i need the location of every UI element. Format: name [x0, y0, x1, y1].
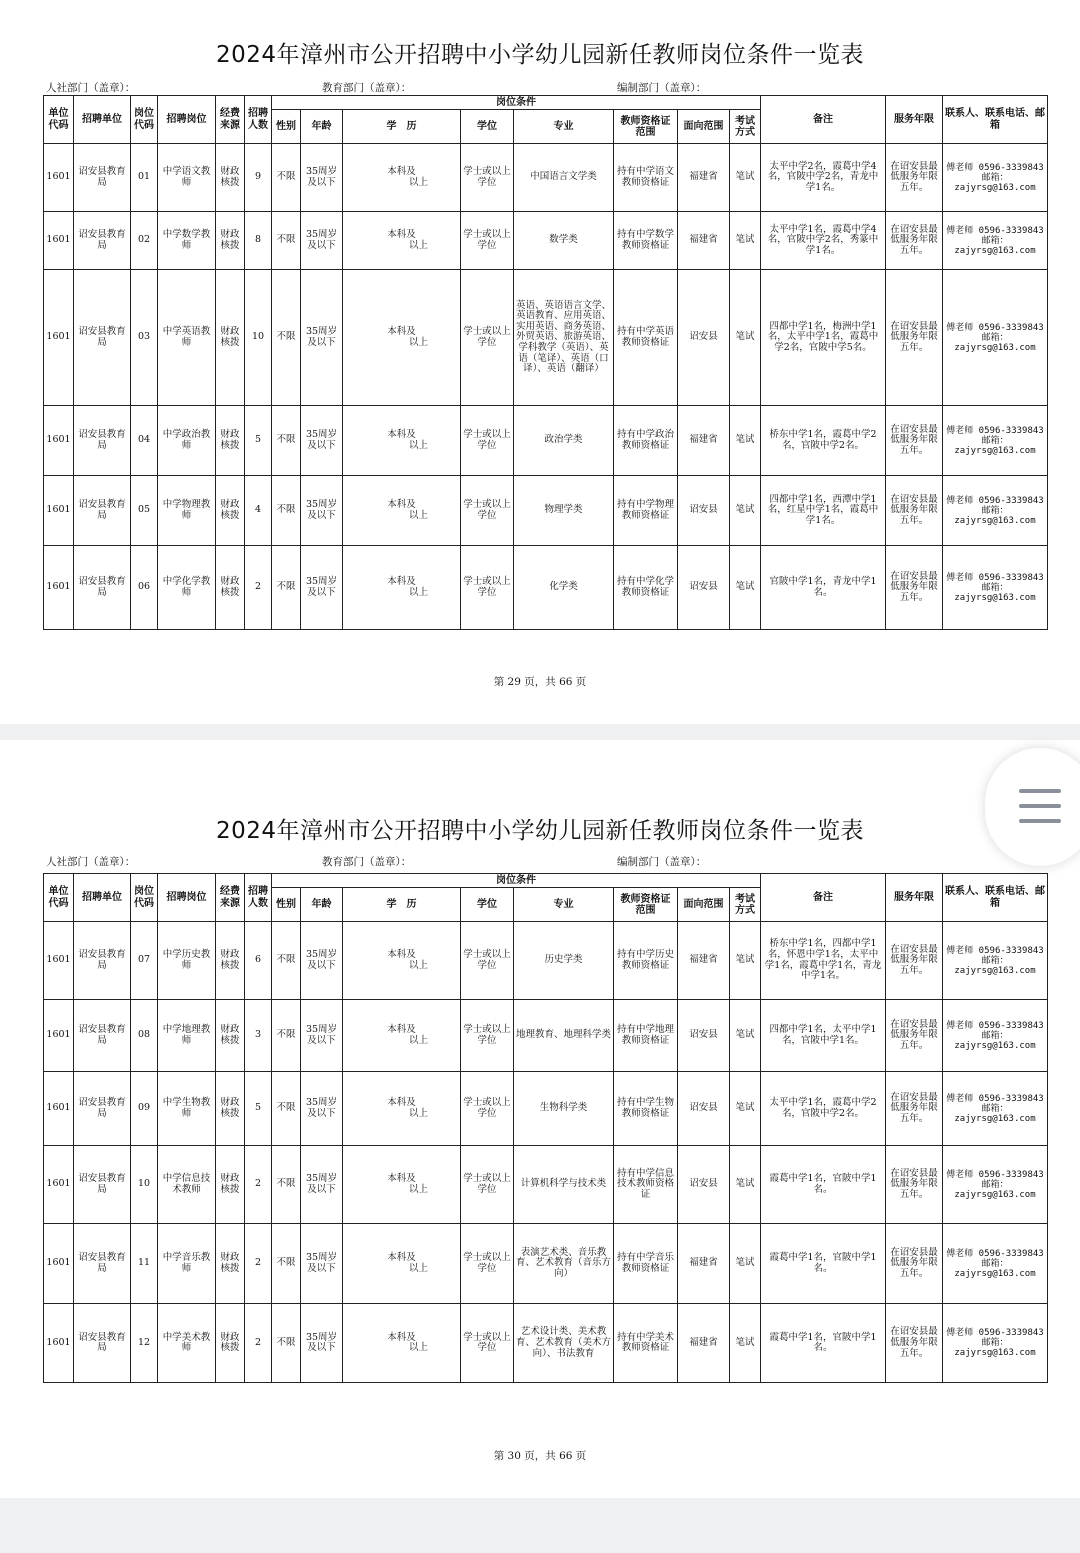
- scope-cell: 福建省: [678, 922, 730, 1000]
- count-cell: 4: [245, 476, 272, 546]
- unit-cell: 诏安县教育局: [74, 1224, 131, 1304]
- contact-cell: 傅老师 0596-3339843 邮箱：zajyrsg@163.com: [943, 1224, 1048, 1304]
- degree-cell: 学士或以上学位: [461, 1304, 514, 1383]
- exam-cell: 笔试: [730, 406, 761, 476]
- header-unit: 招聘单位: [74, 96, 131, 144]
- service-cell: 在诏安县最低服务年限五年。: [886, 922, 943, 1000]
- service-cell: 在诏安县最低服务年限五年。: [886, 546, 943, 630]
- post-cell: 中学数学教师: [158, 212, 216, 270]
- education-min: 本科及: [387, 1097, 416, 1109]
- post-cell: 中学政治教师: [158, 406, 216, 476]
- header-count: 招聘人数: [245, 874, 272, 922]
- gender-cell: 不限: [272, 406, 301, 476]
- header-gender: 性别: [272, 110, 301, 144]
- education-min: 本科及: [387, 229, 416, 241]
- cert-cell: 持有中学信息技术教师资格证: [614, 1146, 678, 1224]
- scope-cell: 诏安县: [678, 270, 730, 406]
- unit-code-cell: 1601: [44, 406, 74, 476]
- scope-cell: 福建省: [678, 1224, 730, 1304]
- contact-cell: 傅老师 0596-3339843 邮箱：zajyrsg@163.com: [943, 922, 1048, 1000]
- education-cell: [343, 406, 461, 476]
- service-cell: 在诏安县最低服务年限五年。: [886, 1146, 943, 1224]
- post-cell: 中学英语教师: [158, 270, 216, 406]
- page-footer: 第 29 页，共 66 页: [493, 676, 587, 688]
- unit-code-cell: 1601: [44, 1146, 74, 1224]
- post-cell: 中学化学教师: [158, 546, 216, 630]
- post-code-cell: 09: [131, 1072, 158, 1146]
- header-scope: 面向范围: [678, 888, 730, 922]
- document-page: [0, 0, 1080, 724]
- degree-cell: 学士或以上学位: [461, 1224, 514, 1304]
- degree-cell: 学士或以上学位: [461, 212, 514, 270]
- education-min: 本科及: [387, 1331, 416, 1343]
- header-education: 学 历: [343, 888, 461, 922]
- education-cell: [343, 1146, 461, 1224]
- post-code-cell: 08: [131, 1000, 158, 1072]
- count-cell: 5: [245, 406, 272, 476]
- age-cell: 35周岁及以下: [301, 1000, 343, 1072]
- unit-code-cell: 1601: [44, 1072, 74, 1146]
- post-code-cell: 07: [131, 922, 158, 1000]
- header-contact: 联系人、联系电话、邮箱: [943, 96, 1048, 144]
- table-row: [44, 144, 1048, 212]
- count-cell: 2: [245, 1304, 272, 1383]
- contact-cell: 傅老师 0596-3339843 邮箱：zajyrsg@163.com: [943, 1072, 1048, 1146]
- gender-cell: 不限: [272, 1224, 301, 1304]
- education-min: 本科及: [387, 326, 416, 338]
- exam-cell: 笔试: [730, 144, 761, 212]
- service-cell: 在诏安县最低服务年限五年。: [886, 144, 943, 212]
- cert-cell: 持有中学地理教师资格证: [614, 1000, 678, 1072]
- funding-cell: 财政核拨: [216, 476, 245, 546]
- education-cell: [343, 546, 461, 630]
- education-min: 本科及: [387, 1173, 416, 1185]
- degree-cell: 学士或以上学位: [461, 406, 514, 476]
- exam-cell: 笔试: [730, 1146, 761, 1224]
- education-suffix: 以上: [408, 586, 428, 598]
- unit-cell: 诏安县教育局: [74, 1304, 131, 1383]
- header-exam: 考试方式: [730, 888, 761, 922]
- gender-cell: 不限: [272, 1072, 301, 1146]
- unit-cell: 诏安县教育局: [74, 406, 131, 476]
- header-unit: 招聘单位: [74, 874, 131, 922]
- header-major: 专业: [514, 110, 614, 144]
- major-cell: 历史学类: [514, 922, 614, 1000]
- remark-cell: 官陂中学1名，青龙中学1名。: [761, 546, 886, 630]
- header-exam: 考试方式: [730, 110, 761, 144]
- header-funding: 经费来源: [216, 96, 245, 144]
- funding-cell: 财政核拨: [216, 1000, 245, 1072]
- gender-cell: 不限: [272, 922, 301, 1000]
- unit-code-cell: 1601: [44, 212, 74, 270]
- unit-cell: 诏安县教育局: [74, 270, 131, 406]
- cert-cell: 持有中学音乐教师资格证: [614, 1224, 678, 1304]
- post-code-cell: 05: [131, 476, 158, 546]
- service-cell: 在诏安县最低服务年限五年。: [886, 212, 943, 270]
- contact-cell: 傅老师 0596-3339843 邮箱：zajyrsg@163.com: [943, 144, 1048, 212]
- table-row: [44, 212, 1048, 270]
- scope-cell: 诏安县: [678, 1072, 730, 1146]
- service-cell: 在诏安县最低服务年限五年。: [886, 270, 943, 406]
- education-suffix: 以上: [408, 239, 428, 251]
- table-row: [44, 1304, 1048, 1383]
- funding-cell: 财政核拨: [216, 1304, 245, 1383]
- age-cell: 35周岁及以下: [301, 1146, 343, 1224]
- education-cell: [343, 1224, 461, 1304]
- remark-cell: 四都中学1名，西潭中学1名，红星中学1名，霞葛中学1名。: [761, 476, 886, 546]
- post-code-cell: 11: [131, 1224, 158, 1304]
- education-suffix: 以上: [408, 1183, 428, 1195]
- document-page: [0, 740, 1080, 1498]
- remark-cell: 霞葛中学1名，官陂中学1名。: [761, 1146, 886, 1224]
- cert-cell: 持有中学英语教师资格证: [614, 270, 678, 406]
- header-major: 专业: [514, 888, 614, 922]
- exam-cell: 笔试: [730, 546, 761, 630]
- age-cell: 35周岁及以下: [301, 546, 343, 630]
- count-cell: 10: [245, 270, 272, 406]
- menu-button[interactable]: [985, 748, 1080, 866]
- exam-cell: 笔试: [730, 1072, 761, 1146]
- age-cell: 35周岁及以下: [301, 406, 343, 476]
- exam-cell: 笔试: [730, 476, 761, 546]
- exam-cell: 笔试: [730, 1304, 761, 1383]
- unit-code-cell: 1601: [44, 1304, 74, 1383]
- post-cell: 中学物理教师: [158, 476, 216, 546]
- exam-cell: 笔试: [730, 270, 761, 406]
- cert-cell: 持有中学历史教师资格证: [614, 922, 678, 1000]
- education-cell: [343, 212, 461, 270]
- count-cell: 9: [245, 144, 272, 212]
- exam-cell: 笔试: [730, 1000, 761, 1072]
- remark-cell: 太平中学1名，霞葛中学4名，官陂中学2名，秀篆中学1名。: [761, 212, 886, 270]
- hamburger-icon: [1019, 788, 1061, 824]
- post-cell: 中学地理教师: [158, 1000, 216, 1072]
- post-code-cell: 12: [131, 1304, 158, 1383]
- education-suffix: 以上: [408, 1342, 428, 1354]
- age-cell: 35周岁及以下: [301, 1072, 343, 1146]
- cert-cell: 持有中学政治教师资格证: [614, 406, 678, 476]
- funding-cell: 财政核拨: [216, 212, 245, 270]
- table-row: [44, 476, 1048, 546]
- education-min: 本科及: [387, 1252, 416, 1264]
- header-service: 服务年限: [886, 96, 943, 144]
- header-post: 招聘岗位: [158, 874, 216, 922]
- major-cell: 政治学类: [514, 406, 614, 476]
- education-suffix: 以上: [408, 1107, 428, 1119]
- post-cell: 中学信息技术教师: [158, 1146, 216, 1224]
- remark-cell: 四都中学1名，梅洲中学1名，太平中学1名，霞葛中学2名，官陂中学5名。: [761, 270, 886, 406]
- edu-dept-label: 教育部门（盖章）：: [322, 82, 412, 94]
- gender-cell: 不限: [272, 1000, 301, 1072]
- header-cert: 教师资格证范围: [614, 888, 678, 922]
- education-cell: [343, 1304, 461, 1383]
- education-suffix: 以上: [408, 439, 428, 451]
- remark-cell: 太平中学1名，霞葛中学2名，官陂中学2名。: [761, 1072, 886, 1146]
- remark-cell: 四都中学1名，太平中学1名，官陂中学1名。: [761, 1000, 886, 1072]
- header-unit-code: 单位代码: [44, 96, 74, 144]
- education-cell: [343, 1000, 461, 1072]
- age-cell: 35周岁及以下: [301, 1224, 343, 1304]
- unit-cell: 诏安县教育局: [74, 212, 131, 270]
- table-row: [44, 1072, 1048, 1146]
- document-title: 2024年漳州市公开招聘中小学幼儿园新任教师岗位条件一览表: [215, 42, 865, 68]
- cert-cell: 持有中学生物教师资格证: [614, 1072, 678, 1146]
- header-conditions: 岗位条件: [272, 874, 761, 888]
- gender-cell: 不限: [272, 144, 301, 212]
- cert-cell: 持有中学语文教师资格证: [614, 144, 678, 212]
- table-row: [44, 922, 1048, 1000]
- table-row: [44, 406, 1048, 476]
- header-post-code: 岗位代码: [131, 874, 158, 922]
- table-row: [44, 1146, 1048, 1224]
- education-cell: [343, 1072, 461, 1146]
- gender-cell: 不限: [272, 546, 301, 630]
- count-cell: 6: [245, 922, 272, 1000]
- funding-cell: 财政核拨: [216, 922, 245, 1000]
- gender-cell: 不限: [272, 476, 301, 546]
- funding-cell: 财政核拨: [216, 144, 245, 212]
- post-code-cell: 01: [131, 144, 158, 212]
- header-education: 学 历: [343, 110, 461, 144]
- header-conditions: 岗位条件: [272, 96, 761, 110]
- unit-cell: 诏安县教育局: [74, 1000, 131, 1072]
- table-row: [44, 270, 1048, 406]
- service-cell: 在诏安县最低服务年限五年。: [886, 1072, 943, 1146]
- header-remark: 备注: [761, 874, 886, 922]
- remark-cell: 霞葛中学1名，官陂中学1名。: [761, 1224, 886, 1304]
- unit-code-cell: 1601: [44, 1000, 74, 1072]
- unit-cell: 诏安县教育局: [74, 1072, 131, 1146]
- gender-cell: 不限: [272, 270, 301, 406]
- unit-cell: 诏安县教育局: [74, 922, 131, 1000]
- scope-cell: 诏安县: [678, 1146, 730, 1224]
- unit-code-cell: 1601: [44, 546, 74, 630]
- funding-cell: 财政核拨: [216, 1224, 245, 1304]
- funding-cell: 财政核拨: [216, 270, 245, 406]
- contact-cell: 傅老师 0596-3339843 邮箱：zajyrsg@163.com: [943, 476, 1048, 546]
- education-cell: [343, 144, 461, 212]
- degree-cell: 学士或以上学位: [461, 476, 514, 546]
- major-cell: 化学类: [514, 546, 614, 630]
- service-cell: 在诏安县最低服务年限五年。: [886, 1224, 943, 1304]
- major-cell: 物理学类: [514, 476, 614, 546]
- age-cell: 35周岁及以下: [301, 476, 343, 546]
- scope-cell: 福建省: [678, 144, 730, 212]
- age-cell: 35周岁及以下: [301, 270, 343, 406]
- funding-cell: 财政核拨: [216, 546, 245, 630]
- contact-cell: 傅老师 0596-3339843 邮箱：zajyrsg@163.com: [943, 270, 1048, 406]
- degree-cell: 学士或以上学位: [461, 1000, 514, 1072]
- education-suffix: 以上: [408, 509, 428, 521]
- age-cell: 35周岁及以下: [301, 144, 343, 212]
- count-cell: 2: [245, 1224, 272, 1304]
- gender-cell: 不限: [272, 1304, 301, 1383]
- post-cell: 中学语文教师: [158, 144, 216, 212]
- header-degree: 学位: [461, 888, 514, 922]
- header-unit-code: 单位代码: [44, 874, 74, 922]
- major-cell: 表演艺术类、音乐教育、艺术教育（音乐方向）: [514, 1224, 614, 1304]
- degree-cell: 学士或以上学位: [461, 922, 514, 1000]
- degree-cell: 学士或以上学位: [461, 144, 514, 212]
- unit-code-cell: 1601: [44, 476, 74, 546]
- cert-cell: 持有中学化学教师资格证: [614, 546, 678, 630]
- exam-cell: 笔试: [730, 922, 761, 1000]
- education-cell: [343, 922, 461, 1000]
- age-cell: 35周岁及以下: [301, 212, 343, 270]
- age-cell: 35周岁及以下: [301, 1304, 343, 1383]
- age-cell: 35周岁及以下: [301, 922, 343, 1000]
- education-suffix: 以上: [408, 1262, 428, 1274]
- document-title: 2024年漳州市公开招聘中小学幼儿园新任教师岗位条件一览表: [215, 818, 865, 844]
- cert-cell: 持有中学美术教师资格证: [614, 1304, 678, 1383]
- unit-code-cell: 1601: [44, 1224, 74, 1304]
- unit-cell: 诏安县教育局: [74, 144, 131, 212]
- header-degree: 学位: [461, 110, 514, 144]
- major-cell: 艺术设计类、美术教育、艺术教育（美术方向）、书法教育: [514, 1304, 614, 1383]
- gender-cell: 不限: [272, 212, 301, 270]
- exam-cell: 笔试: [730, 212, 761, 270]
- post-cell: 中学音乐教师: [158, 1224, 216, 1304]
- education-suffix: 以上: [408, 959, 428, 971]
- count-cell: 2: [245, 1146, 272, 1224]
- scope-cell: 诏安县: [678, 546, 730, 630]
- header-post-code: 岗位代码: [131, 96, 158, 144]
- hr-dept-label: 人社部门（盖章）：: [46, 82, 136, 94]
- post-cell: 中学历史教师: [158, 922, 216, 1000]
- degree-cell: 学士或以上学位: [461, 546, 514, 630]
- staff-dept-label: 编制部门（盖章）：: [617, 82, 707, 94]
- post-cell: 中学生物教师: [158, 1072, 216, 1146]
- count-cell: 5: [245, 1072, 272, 1146]
- unit-cell: 诏安县教育局: [74, 546, 131, 630]
- scope-cell: 福建省: [678, 406, 730, 476]
- table-row: [44, 1000, 1048, 1072]
- funding-cell: 财政核拨: [216, 1146, 245, 1224]
- position-table: [43, 873, 1048, 1383]
- count-cell: 8: [245, 212, 272, 270]
- post-code-cell: 03: [131, 270, 158, 406]
- degree-cell: 学士或以上学位: [461, 1072, 514, 1146]
- service-cell: 在诏安县最低服务年限五年。: [886, 1304, 943, 1383]
- major-cell: 中国语言文学类: [514, 144, 614, 212]
- post-code-cell: 06: [131, 546, 158, 630]
- education-suffix: 以上: [408, 336, 428, 348]
- education-min: 本科及: [387, 1024, 416, 1036]
- cert-cell: 持有中学物理教师资格证: [614, 476, 678, 546]
- unit-code-cell: 1601: [44, 922, 74, 1000]
- hr-dept-label: 人社部门（盖章）：: [46, 856, 136, 868]
- edu-dept-label: 教育部门（盖章）：: [322, 856, 412, 868]
- header-count: 招聘人数: [245, 96, 272, 144]
- education-cell: [343, 270, 461, 406]
- contact-cell: 傅老师 0596-3339843 邮箱：zajyrsg@163.com: [943, 1000, 1048, 1072]
- header-age: 年龄: [301, 110, 343, 144]
- header-cert: 教师资格证范围: [614, 110, 678, 144]
- contact-cell: 傅老师 0596-3339843 邮箱：zajyrsg@163.com: [943, 546, 1048, 630]
- unit-cell: 诏安县教育局: [74, 1146, 131, 1224]
- scope-cell: 诏安县: [678, 476, 730, 546]
- cert-cell: 持有中学数学教师资格证: [614, 212, 678, 270]
- contact-cell: 傅老师 0596-3339843 邮箱：zajyrsg@163.com: [943, 1146, 1048, 1224]
- major-cell: 地理教育、地理科学类: [514, 1000, 614, 1072]
- remark-cell: 霞葛中学1名，官陂中学1名。: [761, 1304, 886, 1383]
- position-table: [43, 95, 1048, 630]
- contact-cell: 傅老师 0596-3339843 邮箱：zajyrsg@163.com: [943, 1304, 1048, 1383]
- contact-cell: 傅老师 0596-3339843 邮箱：zajyrsg@163.com: [943, 212, 1048, 270]
- service-cell: 在诏安县最低服务年限五年。: [886, 1000, 943, 1072]
- header-service: 服务年限: [886, 874, 943, 922]
- exam-cell: 笔试: [730, 1224, 761, 1304]
- page-footer: 第 30 页，共 66 页: [493, 1450, 587, 1462]
- header-remark: 备注: [761, 96, 886, 144]
- education-min: 本科及: [387, 576, 416, 588]
- remark-cell: 桥东中学1名，霞葛中学2名，官陂中学2名。: [761, 406, 886, 476]
- education-suffix: 以上: [408, 176, 428, 188]
- post-code-cell: 02: [131, 212, 158, 270]
- unit-code-cell: 1601: [44, 144, 74, 212]
- major-cell: 生物科学类: [514, 1072, 614, 1146]
- education-min: 本科及: [387, 166, 416, 178]
- unit-cell: 诏安县教育局: [74, 476, 131, 546]
- service-cell: 在诏安县最低服务年限五年。: [886, 476, 943, 546]
- degree-cell: 学士或以上学位: [461, 1146, 514, 1224]
- education-suffix: 以上: [408, 1034, 428, 1046]
- remark-cell: 桥东中学1名，四都中学1名，怀恩中学1名，太平中学1名，霞葛中学1名，青龙中学1名。: [761, 922, 886, 1000]
- table-row: [44, 546, 1048, 630]
- contact-cell: 傅老师 0596-3339843 邮箱：zajyrsg@163.com: [943, 406, 1048, 476]
- funding-cell: 财政核拨: [216, 406, 245, 476]
- header-scope: 面向范围: [678, 110, 730, 144]
- gender-cell: 不限: [272, 1146, 301, 1224]
- post-code-cell: 10: [131, 1146, 158, 1224]
- education-min: 本科及: [387, 949, 416, 961]
- education-min: 本科及: [387, 429, 416, 441]
- table-row: [44, 1224, 1048, 1304]
- major-cell: 计算机科学与技术类: [514, 1146, 614, 1224]
- unit-code-cell: 1601: [44, 270, 74, 406]
- staff-dept-label: 编制部门（盖章）：: [617, 856, 707, 868]
- header-contact: 联系人、联系电话、邮箱: [943, 874, 1048, 922]
- education-min: 本科及: [387, 499, 416, 511]
- major-cell: 数学类: [514, 212, 614, 270]
- count-cell: 2: [245, 546, 272, 630]
- remark-cell: 太平中学2名，霞葛中学4名，官陂中学2名，青龙中学1名。: [761, 144, 886, 212]
- header-gender: 性别: [272, 888, 301, 922]
- post-code-cell: 04: [131, 406, 158, 476]
- degree-cell: 学士或以上学位: [461, 270, 514, 406]
- header-funding: 经费来源: [216, 874, 245, 922]
- funding-cell: 财政核拨: [216, 1072, 245, 1146]
- scope-cell: 诏安县: [678, 1000, 730, 1072]
- scope-cell: 福建省: [678, 212, 730, 270]
- header-post: 招聘岗位: [158, 96, 216, 144]
- service-cell: 在诏安县最低服务年限五年。: [886, 406, 943, 476]
- count-cell: 3: [245, 1000, 272, 1072]
- major-cell: 英语、英语语言文学、英语教育、应用英语、实用英语、商务英语、外贸英语、旅游英语、学科教学（英语）、英语（笔译）、英语（口译）、英语（翻译）: [514, 270, 614, 406]
- scope-cell: 福建省: [678, 1304, 730, 1383]
- education-cell: [343, 476, 461, 546]
- post-cell: 中学美术教师: [158, 1304, 216, 1383]
- header-age: 年龄: [301, 888, 343, 922]
